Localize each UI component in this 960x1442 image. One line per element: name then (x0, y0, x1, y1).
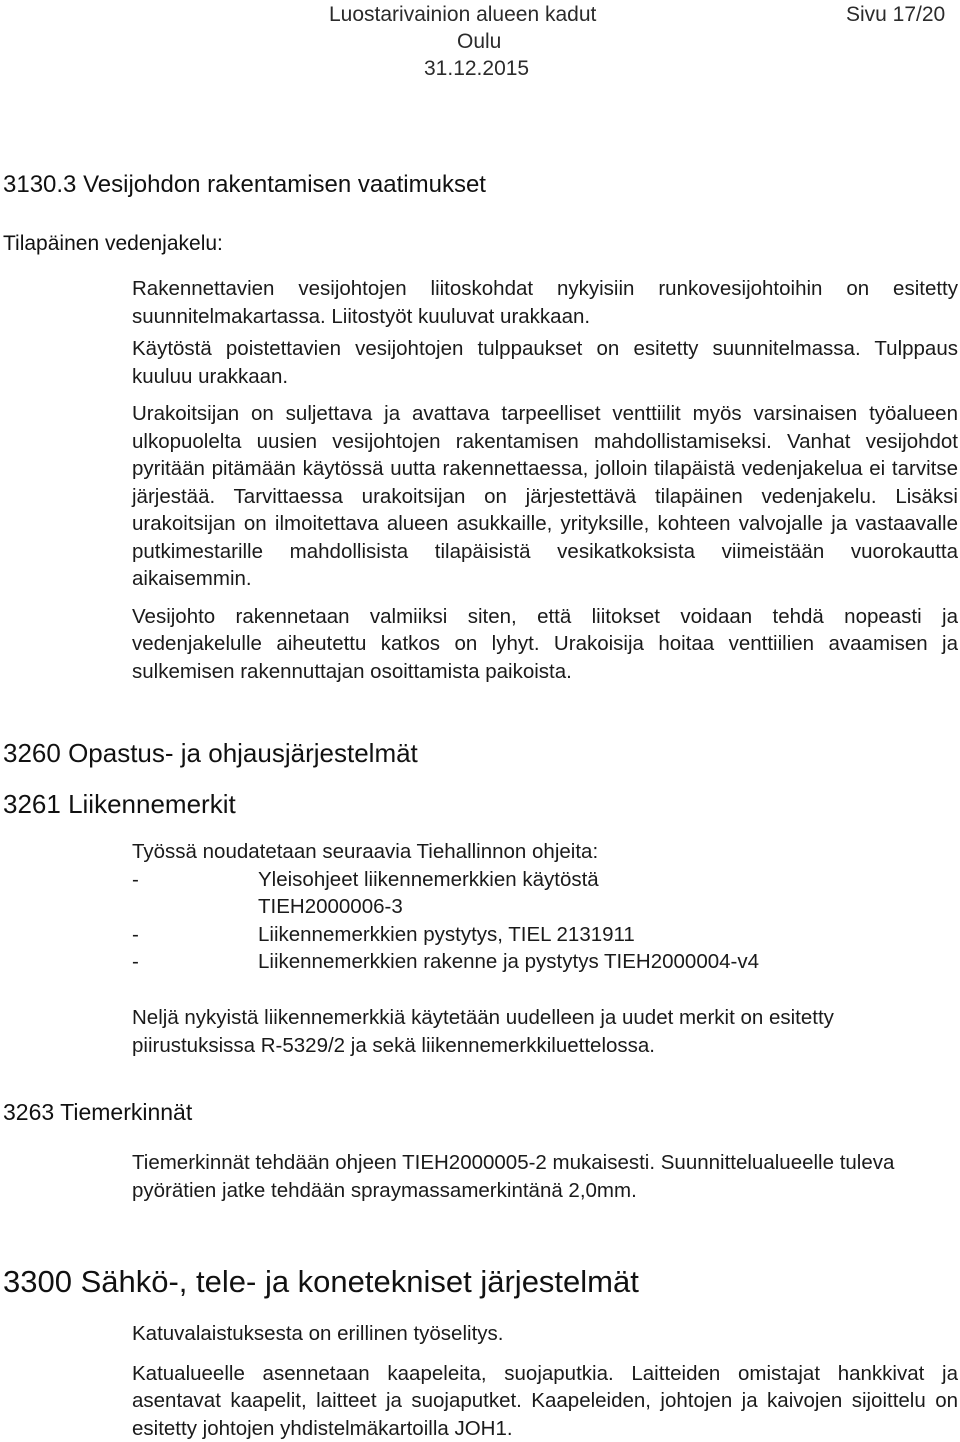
paragraph: Vesijohto rakennetaan valmiiksi siten, että liitokset voidaan tehdä nopeasti ja vedenjakelulle aiheutettu katkos on lyhyt. Urakoisija hoitaa venttiilien avaamisen ja sulkemisen rakennuttajan osoittamista paikoista. (132, 603, 958, 686)
section-3263-heading: 3263 Tiemerkinnät (3, 1099, 192, 1126)
header-city: Oulu (457, 29, 501, 55)
list-item-continuation: TIEH2000006-3 (258, 893, 403, 921)
section-3130-body (132, 275, 958, 685)
section-3130-heading: 3130.3 Vesijohdon rakentamisen vaatimukset (3, 171, 486, 199)
paragraph: Tiemerkinnät tehdään ohjeen TIEH2000005-2 mukaisesti. Suunnittelualueelle tuleva pyörätien jatke tehdään spraymassamerkintänä 2,0mm. (132, 1149, 960, 1204)
paragraph: Neljä nykyistä liikennemerkkiä käytetään uudelleen ja uudet merkit on esitetty piirustuksissa R-5329/2 ja sekä liikennemerkkiluettelossa. (132, 1004, 960, 1059)
list-item-dash: - (132, 866, 139, 894)
section-3263-body (132, 1149, 960, 1204)
list-item: Yleisohjeet liikennemerkkien käytöstä (258, 866, 599, 894)
header-date: 31.12.2015 (424, 56, 529, 82)
paragraph: Käytöstä poistettavien vesijohtojen tulppaukset on esitetty suunnitelmassa. Tulppaus kuuluu urakkaan. (132, 335, 958, 390)
list-item: Liikennemerkkien rakenne ja pystytys TIEH2000004-v4 (258, 948, 759, 976)
list-item-dash: - (132, 921, 139, 949)
section-3300-body (132, 1320, 958, 1442)
paragraph: Katuvalaistuksesta on erillinen työselitys. (132, 1320, 958, 1348)
section-3261-intro: Työssä noudatetaan seuraavia Tiehallinnon ohjeita: (132, 838, 598, 866)
paragraph: Katualueelle asennetaan kaapeleita, suojaputkia. Laitteiden omistajat hankkivat ja asentavat kaapelit, laitteet ja suojaputket. Kaapeleiden, johtojen ja kaivojen sijoittelu on esitetty johtojen yhdistelmäkartoilla JOH1. (132, 1360, 958, 1442)
section-3130-subheading: Tilapäinen vedenjakelu: (3, 232, 223, 256)
section-3260-heading: 3260 Opastus- ja ohjausjärjestelmät (3, 738, 418, 769)
section-3300-heading: 3300 Sähkö-, tele- ja konetekniset järjestelmät (3, 1264, 639, 1300)
page-number: Sivu 17/20 (846, 2, 945, 28)
list-item: Liikennemerkkien pystytys, TIEL 2131911 (258, 921, 635, 949)
section-3261-heading: 3261 Liikennemerkit (3, 789, 236, 820)
header-title: Luostarivainion alueen kadut (329, 2, 596, 28)
paragraph: Urakoitsijan on suljettava ja avattava tarpeelliset venttiilit myös varsinaisen työalueen ulkopuolelta uusien vesijohtojen rakentamisen mahdollistamiseksi. Vanhat vesijohdot pyritään pitämään käytössä uutta rakennettaessa, jolloin tilapäistä vedenjakelua ei tarvitse järjestää. Tarvittaessa urakoitsijan on järjestettävä tilapäinen vedenjakelu. Lisäksi urakoitsijan on ilmoitettava alueen asukkaille, yrityksille, kohteen valvojalle ja vastaavalle putkimestarille mahdollisista tilapäisistä vesikatkoksista viimeistään vuorokautta aikaisemmin. (132, 400, 958, 593)
list-item-dash: - (132, 948, 139, 976)
paragraph: Rakennettavien vesijohtojen liitoskohdat nykyisiin runkovesijohtoihin on esitetty suunnitelmakartassa. Liitostyöt kuuluvat urakkaan. (132, 275, 958, 330)
section-3261-body (132, 1004, 960, 1059)
